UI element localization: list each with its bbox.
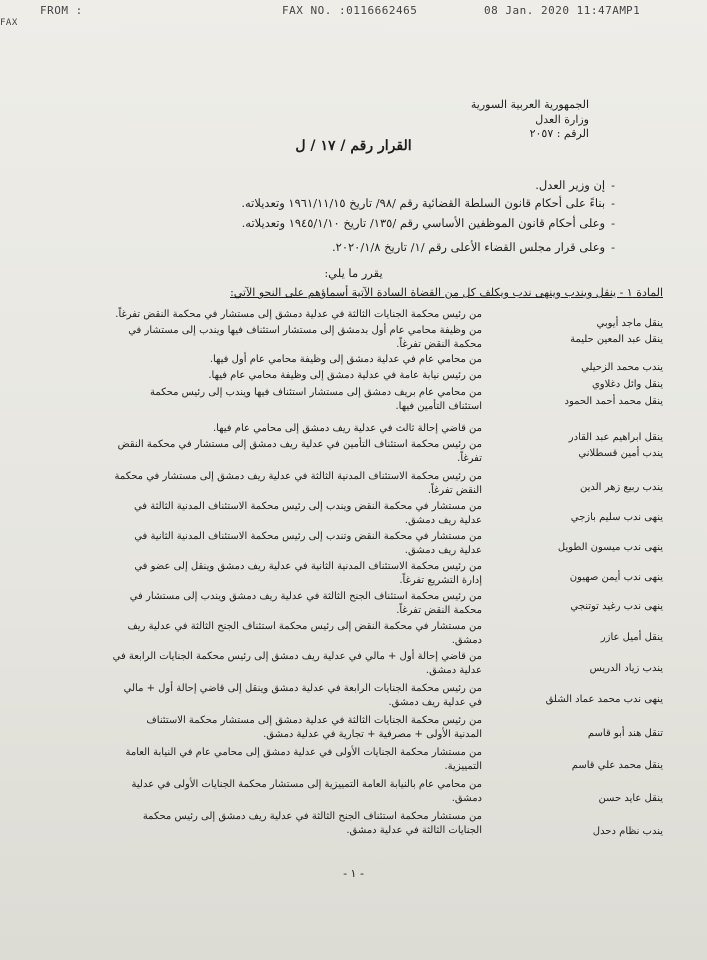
entry-description: من رئيس محكمة استئناف الجنح الثالثة في عدلية ريف دمشق ويندب إلى مستشار في محكمة النقض تفرغاً. [129,591,482,616]
entry-name: ينقل أميل عازر [600,632,663,643]
entry-description: من رئيس محكمة الجنايات الثالثة في عدلية دمشق إلى مستشار في محكمة النقض تفرغاً. [115,309,482,320]
entry-description: من رئيس محكمة الاستئناف المدنية الثالثة في عدلية ريف دمشق إلى مستشار في محكمة النقض تفرغاً. [114,471,482,496]
fax-datetime: 08 Jan. 2020 11:47AM [484,4,627,17]
preamble-line: -بناءً على أحكام قانون السلطة القضائية رقم /٩٨/ تاريخ ١٩٦١/١١/١٥ وتعديلاته. [241,196,615,210]
entry-name: ينقل ماجد أيوبي [596,318,663,329]
decides-heading: يقرر ما يلي: [324,266,383,280]
entry-description: من رئيس محكمة الجنايات الرابعة في عدلية دمشق وينقل إلى قاضي إحالة أول + مالي في عدلية ريف دمشق. [123,683,482,708]
entry-name: ينقل وائل دغلاوي [591,379,663,390]
preamble-line: -إن وزير العدل. [535,178,615,192]
entry-description: من مستشار محكمة الجنايات الأولى في عدلية دمشق إلى محامي عام في النيابة العامة التمييزية. [125,747,482,772]
entry-name: ينهى ندب رغيد توتنجي [570,601,663,612]
fax-number: FAX NO. :0116662465 [282,4,418,17]
fax-edge-mark: FAX [0,18,18,28]
entry-name: يندب أمين قسطلاني [578,448,663,459]
entry-name: يندب محمد الزحيلي [581,362,663,373]
entry-description: من مستشار محكمة استئناف الجنح الثالثة في عدلية ريف دمشق إلى رئيس محكمة الجنايات الثالثة في عدلية دمشق. [142,811,482,836]
republic-name: الجمهورية العربية السورية [470,98,589,111]
entry-name: ينقل محمد أحمد الحمود [564,396,663,407]
preamble-line: -وعلى أحكام قانون الموظفين الأساسي رقم /١٣٥/ تاريخ ١٩٤٥/١/١٠ وتعديلاته. [241,216,615,230]
entry-description: من قاضي إحالة ثالث في عدلية ريف دمشق إلى محامي عام فيها. [212,423,482,434]
entry-name: ينقل عايد حسن [598,793,663,804]
entry-description: من وظيفة محامي عام أول بدمشق إلى مستشار استئناف فيها ويندب إلى مستشار في محكمة النقض تفرغاً. [128,325,482,350]
fax-page-number: P1 [626,4,641,17]
entry-name: ينقل ابراهيم عبد القادر [568,432,663,443]
entry-description: من محامي عام في عدلية دمشق إلى وظيفة محامي عام أول فيها. [209,354,482,365]
fax-from-label: FROM : [40,4,83,17]
entry-description: من مستشار في محكمة النقض إلى رئيس محكمة استئناف الجنح الثالثة في عدلية ريف دمشق. [127,621,482,646]
page-number: - ١ - [343,867,364,880]
entry-name: يندب نظام دحدل [592,826,663,837]
entry-description: من مستشار في محكمة النقض ويندب إلى رئيس محكمة الاستئناف المدنية الثالثة في عدلية ريف دمشق. [133,501,482,526]
preamble-line: -وعلى قرار مجلس القضاء الأعلى رقم /١/ تاريخ ٢٠٢٠/١/٨. [332,240,615,254]
ministry-name: وزارة العدل [535,113,589,126]
entry-description: من رئيس محكمة استئناف التأمين في عدلية ريف دمشق إلى مستشار في محكمة النقض تفرغاً. [117,439,482,464]
entry-description: من رئيس نيابة عامة في عدلية دمشق إلى وظيفة محامي عام فيها. [208,370,482,381]
entry-name: تنقل هند أبو قاسم [587,728,663,739]
entry-description: من مستشار في محكمة النقض وتندب إلى رئيس محكمة الاستئناف المدنية الثانية في عدلية ريف دمشق. [134,531,482,556]
reference-number: الرقم : ٢٠٥٧ [529,127,589,140]
entry-description: من قاضي إحالة أول + مالي في عدلية ريف دمشق إلى رئيس محكمة الجنايات الرابعة في عدلية دمشق. [112,651,482,676]
entry-name: ينهى ندب سليم بازجي [570,512,663,523]
entry-name: ينهى ندب ميسون الطويل [557,542,663,553]
entry-name: يندب زياد الدريس [589,663,663,674]
entry-name: ينهى ندب أيمن صهيون [569,572,663,583]
article-one: المادة ١ - ينقل ويندب وينهى ندب ويكلف كل من القضاة السادة الآتية أسماؤهم على النحو الآتي: [230,286,663,299]
entry-description: من محامي عام بالنيابة العامة التمييزية إلى مستشار محكمة الجنايات الأولى في عدلية دمشق. [131,779,482,804]
entry-name: ينقل عبد المعين حليمة [570,334,663,345]
entry-description: من رئيس محكمة الاستئناف المدنية الثانية في عدلية ريف دمشق وينقل إلى عضو في إدارة التشريع تفرغاً. [134,561,482,586]
entry-name: ينقل محمد علي قاسم [571,760,663,771]
entry-name: يندب ربيع زهر الدين [579,482,663,493]
entry-description: من رئيس محكمة الجنايات الثالثة في عدلية دمشق إلى مستشار محكمة الاستئناف المدنية الأولى + مصرفية + تجارية في عدلية دمشق. [146,715,482,740]
decision-title: القرار رقم / ١٧ / ل [295,138,412,154]
entry-name: ينهى ندب محمد عماد الشلق [545,694,663,705]
entry-description: من محامي عام بريف دمشق إلى مستشار استئناف فيها ويندب إلى رئيس محكمة استئناف التأمين فيها. [149,387,482,412]
